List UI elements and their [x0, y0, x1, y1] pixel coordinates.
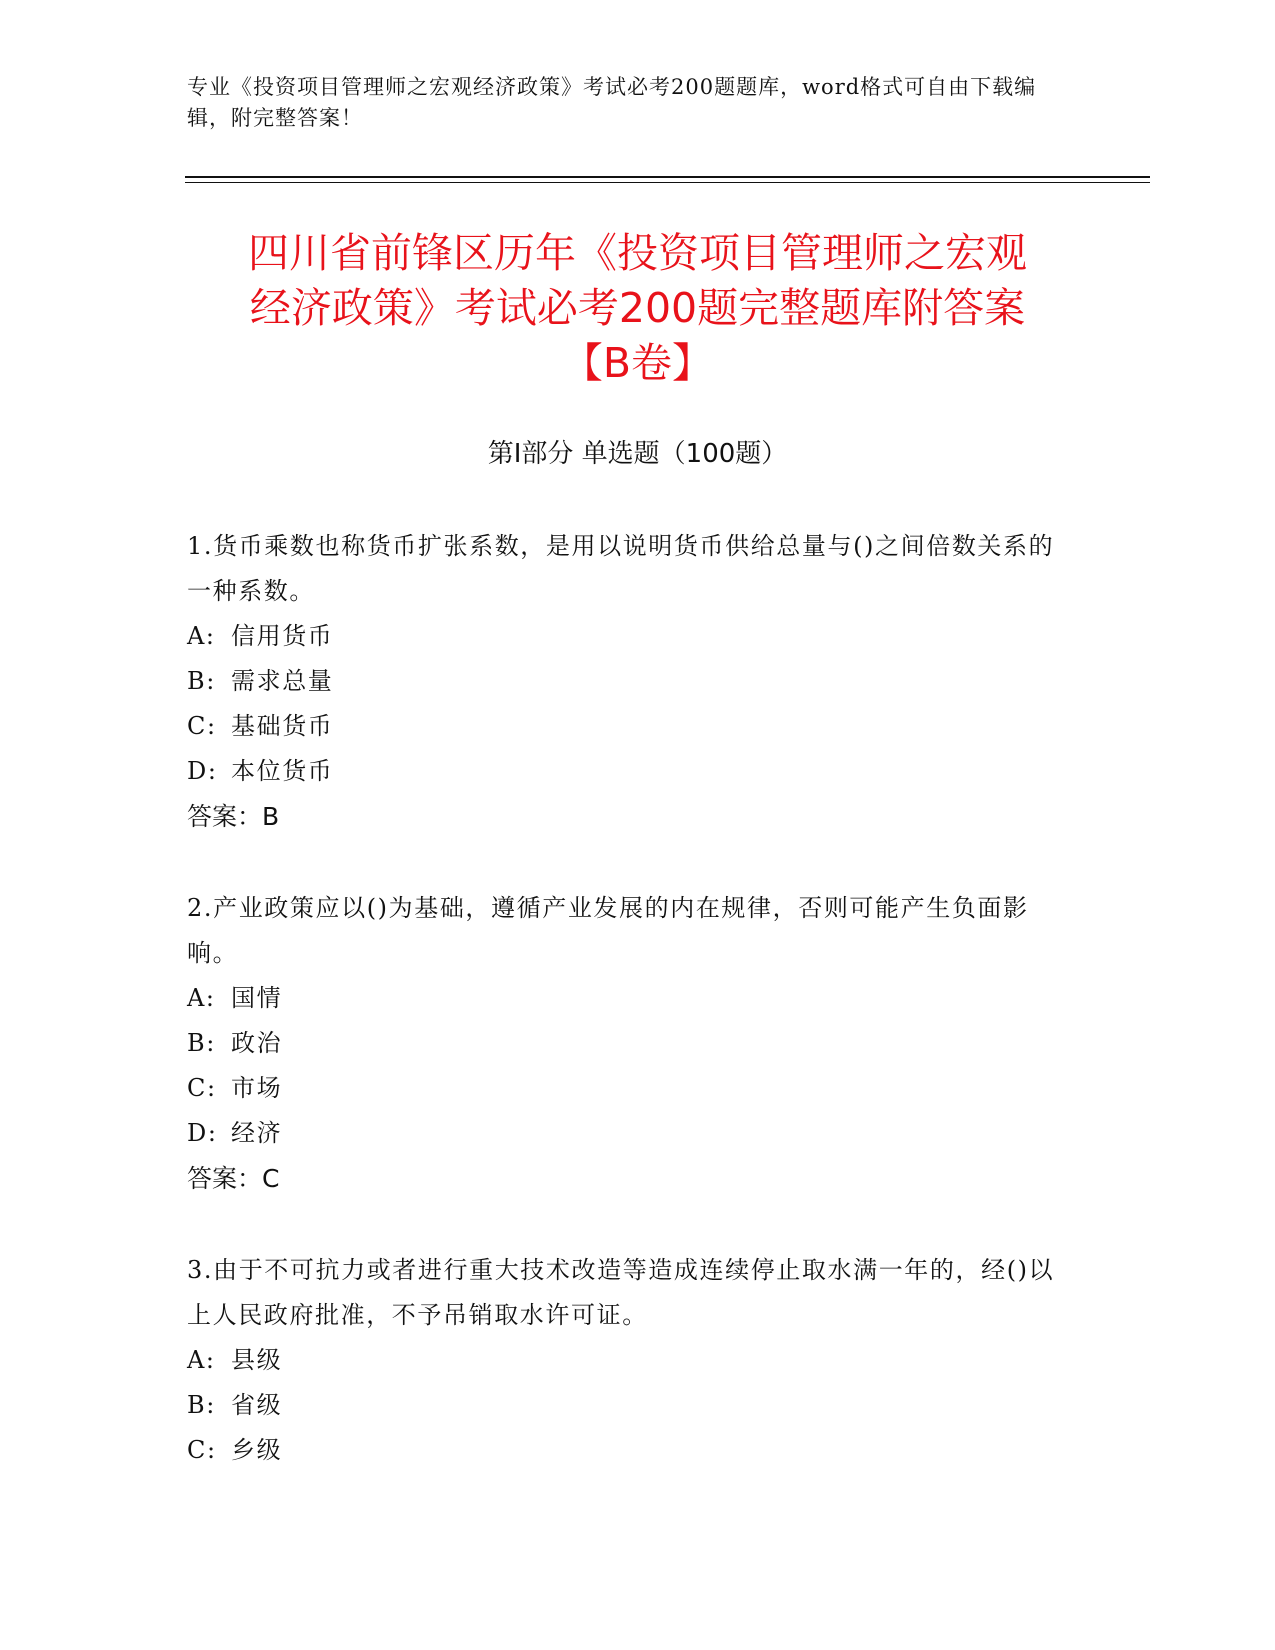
question-1: [187, 524, 1057, 839]
option-text: 本位货币: [231, 757, 334, 785]
option-text: 市场: [231, 1074, 283, 1102]
option-letter: B:: [187, 667, 216, 695]
option-b: [187, 659, 1057, 704]
option-text: 政治: [231, 1029, 283, 1057]
question-stem: 3.由于不可抗力或者进行重大技术改造等造成连续停止取水满一年的，经()以上人民政府批准，不予吊销取水许可证。: [187, 1256, 1055, 1329]
question-2: [187, 886, 1057, 1201]
option-text: 需求总量: [231, 667, 334, 695]
option-text: 经济: [231, 1119, 283, 1147]
option-letter: A:: [187, 984, 216, 1012]
option-letter: C:: [187, 1074, 217, 1102]
option-letter: A:: [187, 622, 216, 650]
option-a: [187, 1338, 1057, 1383]
option-b: [187, 1021, 1057, 1066]
option-text: 县级: [231, 1346, 283, 1374]
option-text: 基础货币: [231, 712, 334, 740]
question-3: [187, 1248, 1057, 1473]
title-line-1: 四川省前锋区历年《投资项目管理师之宏观: [248, 229, 1027, 277]
option-d: [187, 1111, 1057, 1156]
option-a: [187, 976, 1057, 1021]
option-d: [187, 749, 1057, 794]
question-stem: 1.货币乘数也称货币扩张系数，是用以说明货币供给总量与()之间倍数关系的一种系数。: [187, 532, 1055, 605]
option-c: [187, 1428, 1057, 1473]
option-letter: B:: [187, 1391, 216, 1419]
question-stem: 2.产业政策应以()为基础，遵循产业发展的内在规律，否则可能产生负面影响。: [187, 894, 1029, 967]
section-heading: 第Ⅰ部分 单选题（100题）: [487, 439, 788, 469]
option-letter: C:: [187, 1436, 217, 1464]
title-line-3: 【B卷】: [561, 339, 714, 387]
option-text: 乡级: [231, 1436, 283, 1464]
option-c: [187, 1066, 1057, 1111]
option-letter: D:: [187, 757, 218, 785]
option-text: 国情: [231, 984, 283, 1012]
answer-line: 答案：B: [187, 802, 280, 831]
option-text: 省级: [231, 1391, 283, 1419]
option-letter: B:: [187, 1029, 216, 1057]
header-divider-thin: [185, 182, 1150, 183]
option-a: [187, 614, 1057, 659]
option-c: [187, 704, 1057, 749]
title-line-2: 经济政策》考试必考200题完整题库附答案: [249, 284, 1026, 332]
document-title: [170, 226, 1105, 391]
answer-line: 答案：C: [187, 1164, 280, 1193]
header-divider-thick: [185, 176, 1150, 178]
option-b: [187, 1383, 1057, 1428]
option-text: 信用货币: [231, 622, 334, 650]
option-letter: D:: [187, 1119, 218, 1147]
header-note: 专业《投资项目管理师之宏观经济政策》考试必考200题题库，word格式可自由下载编辑，附完整答案！: [187, 75, 1037, 130]
option-letter: C:: [187, 712, 217, 740]
option-letter: A:: [187, 1346, 216, 1374]
